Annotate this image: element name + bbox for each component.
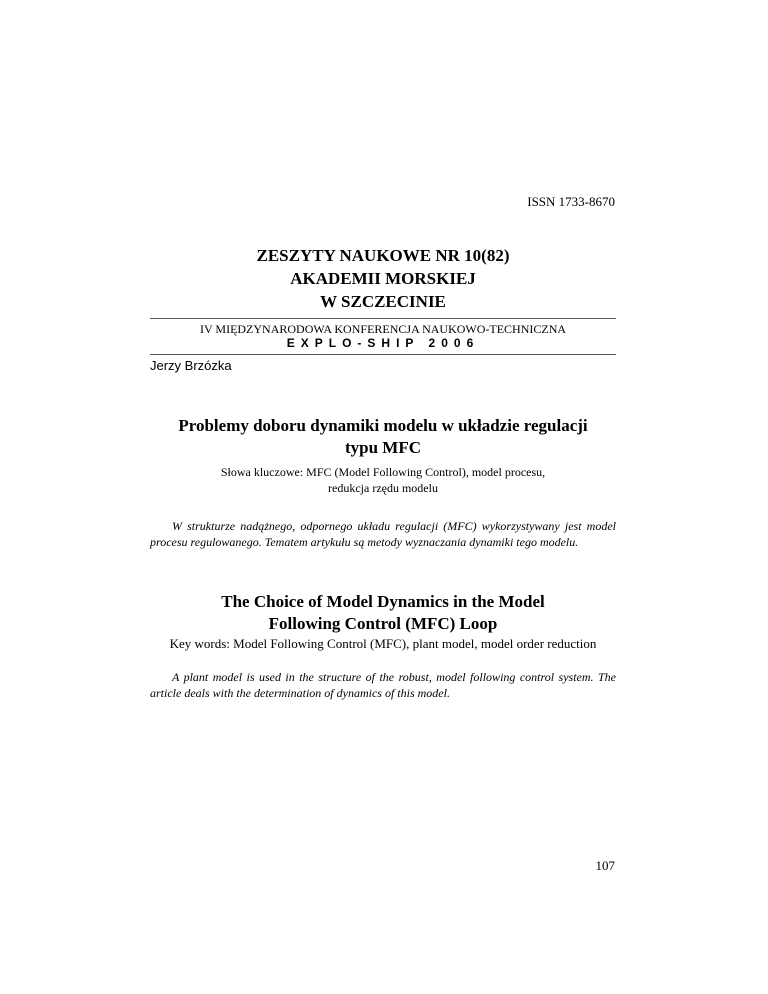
author: Jerzy Brzózka [150,358,232,373]
english-title-line-2: Following Control (MFC) Loop [268,614,498,633]
polish-title-line-2: typu MFC [344,438,422,457]
english-keywords: Key words: Model Following Control (MFC), plant model, model order reduction [169,636,597,651]
english-title-line-1: The Choice of Model Dynamics in the Model [221,592,545,611]
journal-title [150,244,616,313]
english-abstract: A plant model is used in the structure of the robust, model following control system. The article deals with the determination of dynamics of this model. [150,670,616,700]
conference-banner [150,318,616,355]
polish-title [150,415,616,459]
polish-keywords-line-1: Słowa kluczowe: MFC (Model Following Control), model procesu, [220,465,546,479]
conference-title: IV MIĘDZYNARODOWA KONFERENCJA NAUKOWO-TECHNICZNA [199,322,567,336]
journal-line-3: W SZCZECINIE [320,292,446,311]
polish-title-line-1: Problemy doboru dynamiki modelu w układzie regulacji [178,416,588,435]
journal-line-2: AKADEMII MORSKIEJ [290,269,476,288]
english-title [150,591,616,635]
polish-abstract: W strukturze nadążnego, odpornego układu regulacji (MFC) wykorzystywany jest model procesu regulowanego. Tematem artykułu są metody wyznaczania dynamiki tego modelu. [150,519,616,549]
journal-line-1: ZESZYTY NAUKOWE NR 10(82) [256,246,510,265]
bottom-rule [150,354,616,355]
polish-keywords-line-2: redukcja rzędu modelu [328,481,438,495]
issn: ISSN 1733-8670 [527,194,615,209]
page-number: 107 [595,858,615,873]
top-rule [150,318,616,319]
conference-event: EXPLO-SHIP 2006 [286,336,480,350]
polish-keywords [150,464,616,496]
